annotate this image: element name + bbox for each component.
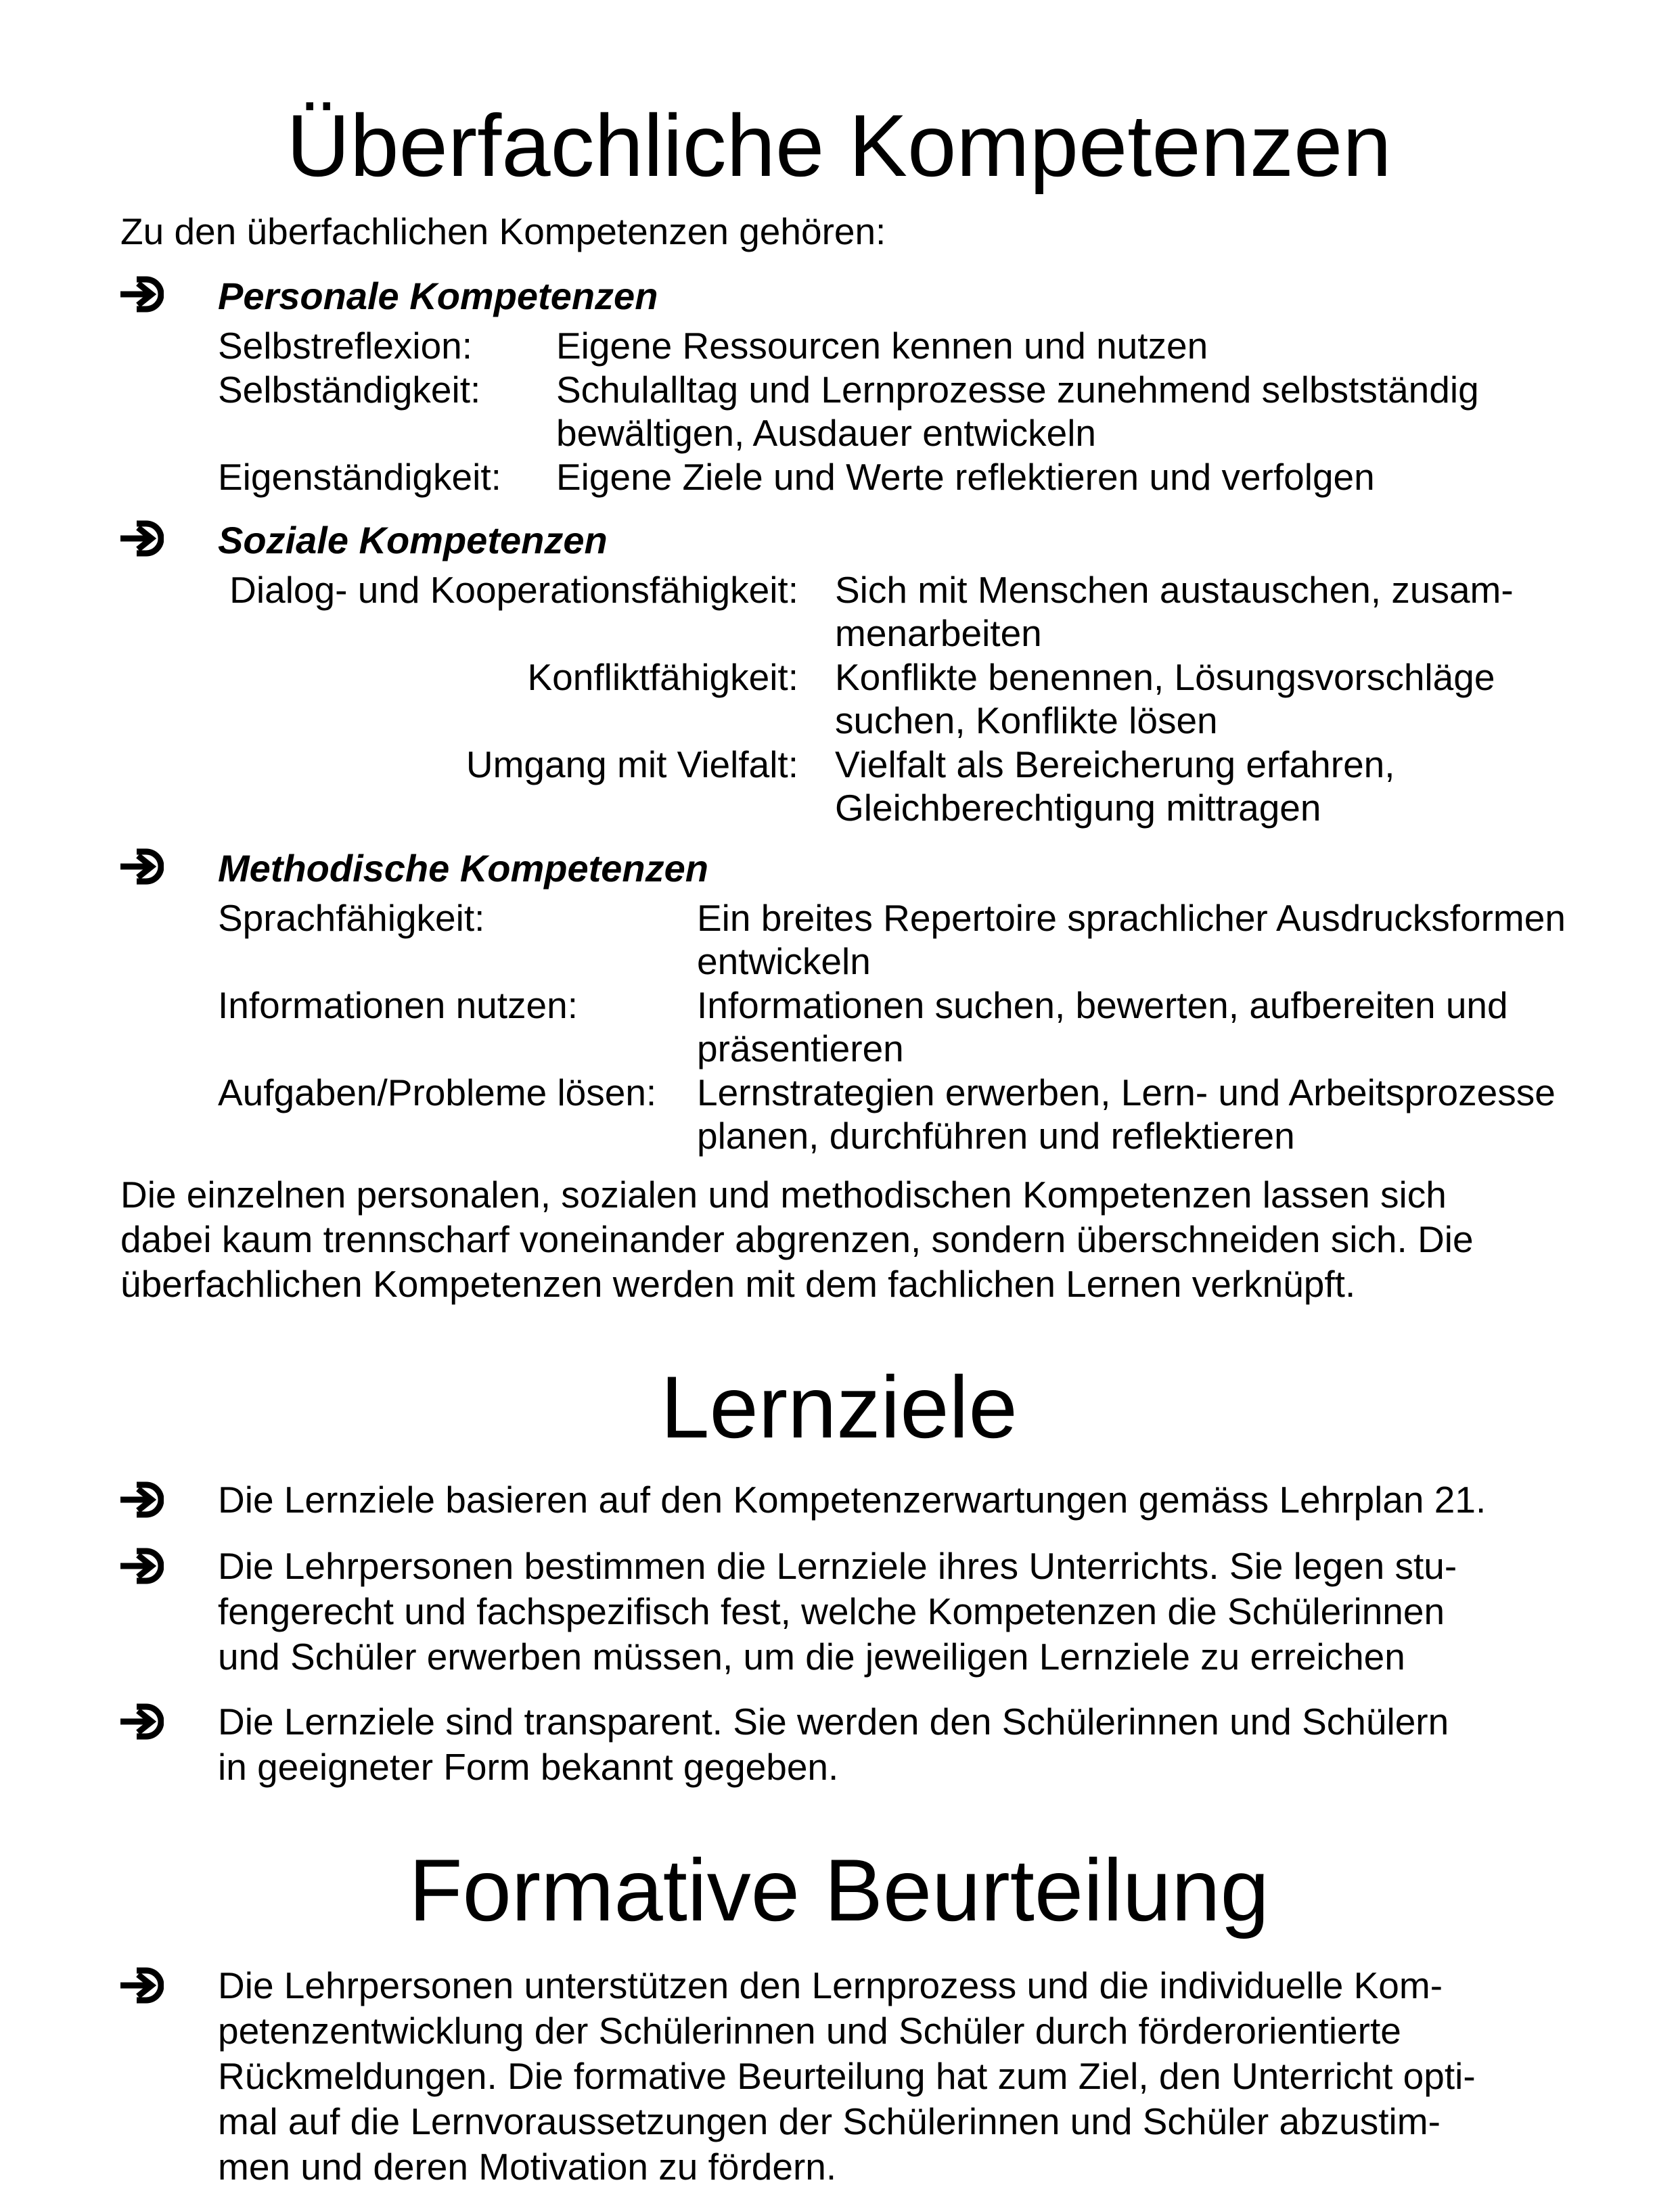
bullet-text: Rückmeldungen. Die formative Beurteilung hat zum Ziel, den Unterricht opti- [218, 2055, 1476, 2097]
description: Lernstrategien erwerben, Lern- und Arbeitsprozesse [697, 1072, 1556, 1113]
term: Konfliktfähigkeit: [527, 656, 798, 698]
paragraph-line: überfachlichen Kompetenzen werden mit dem fachlichen Lernen verknüpft. [120, 1263, 1356, 1305]
section-title-lernziele: Lernziele [660, 1358, 1018, 1456]
bullet-text: in geeigneter Form bekannt gegeben. [218, 1746, 839, 1788]
term: Selbstreflexion: [218, 325, 473, 367]
description: menarbeiten [835, 612, 1042, 654]
description: Eigene Ressourcen kennen und nutzen [556, 325, 1208, 367]
page-title: Überfachliche Kompetenzen [286, 96, 1392, 195]
term: Dialog- und Kooperationsfähigkeit: [229, 569, 798, 611]
paragraph-line: dabei kaum trennscharf voneinander abgrenzen, sondern überschneiden sich. Die [120, 1218, 1474, 1260]
bullet-text: petenzentwicklung der Schülerinnen und Schüler durch förderorientierte [218, 2010, 1401, 2052]
description: bewältigen, Ausdauer entwickeln [556, 412, 1097, 454]
bullet-text: Die Lernziele sind transparent. Sie werden den Schülerinnen und Schülern [218, 1701, 1449, 1743]
description: Ein breites Repertoire sprachlicher Ausdrucksformen [697, 897, 1566, 939]
group-heading-personale: Personale Kompetenzen [218, 275, 658, 317]
bullet-text: Die Lehrpersonen unterstützen den Lernprozess und die individuelle Kom- [218, 1964, 1443, 2006]
bullet-text: men und deren Motivation zu fördern. [218, 2146, 837, 2188]
bullet-text: Die Lehrpersonen bestimmen die Lernziele ihres Unterrichts. Sie legen stu- [218, 1545, 1457, 1587]
group-heading-soziale: Soziale Kompetenzen [218, 519, 608, 561]
arrow-right-icon [116, 1546, 164, 1593]
description: präsentieren [697, 1028, 904, 1069]
arrow-right-icon [116, 1479, 164, 1527]
group-heading-methodische: Methodische Kompetenzen [218, 847, 708, 890]
arrow-right-icon [116, 1701, 164, 1749]
bullet-text: fengerecht und fachspezifisch fest, welche Kompetenzen die Schülerinnen [218, 1590, 1445, 1632]
term: Eigenständigkeit: [218, 456, 501, 498]
arrow-right-icon [116, 518, 164, 566]
description: suchen, Konflikte lösen [835, 699, 1218, 741]
arrow-right-icon [116, 1965, 164, 2012]
bullet-text: und Schüler erwerben müssen, um die jeweiligen Lernziele zu erreichen [218, 1636, 1405, 1678]
bullet-text: mal auf die Lernvoraussetzungen der Schülerinnen und Schüler abzustim- [218, 2100, 1441, 2142]
description: Eigene Ziele und Werte reflektieren und verfolgen [556, 456, 1375, 498]
section-title-formative-beurteilung: Formative Beurteilung [409, 1841, 1269, 1939]
description: entwickeln [697, 940, 871, 982]
description: Gleichberechtigung mittragen [835, 787, 1321, 829]
description: Schulalltag und Lernprozesse zunehmend selbstständig [556, 369, 1479, 411]
arrow-right-icon [116, 846, 164, 894]
bullet-text: Die Lernziele basieren auf den Kompetenzerwartungen gemäss Lehrplan 21. [218, 1479, 1487, 1521]
description: Sich mit Menschen austauschen, zusam- [835, 569, 1514, 611]
term: Selbständigkeit: [218, 369, 481, 411]
description: Konflikte benennen, Lösungsvorschläge [835, 656, 1495, 698]
term: Umgang mit Vielfalt: [466, 743, 798, 785]
description: Vielfalt als Bereicherung erfahren, [835, 743, 1395, 785]
term: Sprachfähigkeit: [218, 897, 485, 939]
paragraph-line: Die einzelnen personalen, sozialen und methodischen Kompetenzen lassen sich [120, 1174, 1447, 1216]
term: Aufgaben/Probleme lösen: [218, 1072, 657, 1113]
description: Informationen suchen, bewerten, aufbereiten und [697, 984, 1508, 1026]
arrow-right-icon [116, 274, 164, 321]
term: Informationen nutzen: [218, 984, 579, 1026]
description: planen, durchführen und reflektieren [697, 1115, 1295, 1157]
intro-text: Zu den überfachlichen Kompetenzen gehören: [120, 210, 886, 252]
